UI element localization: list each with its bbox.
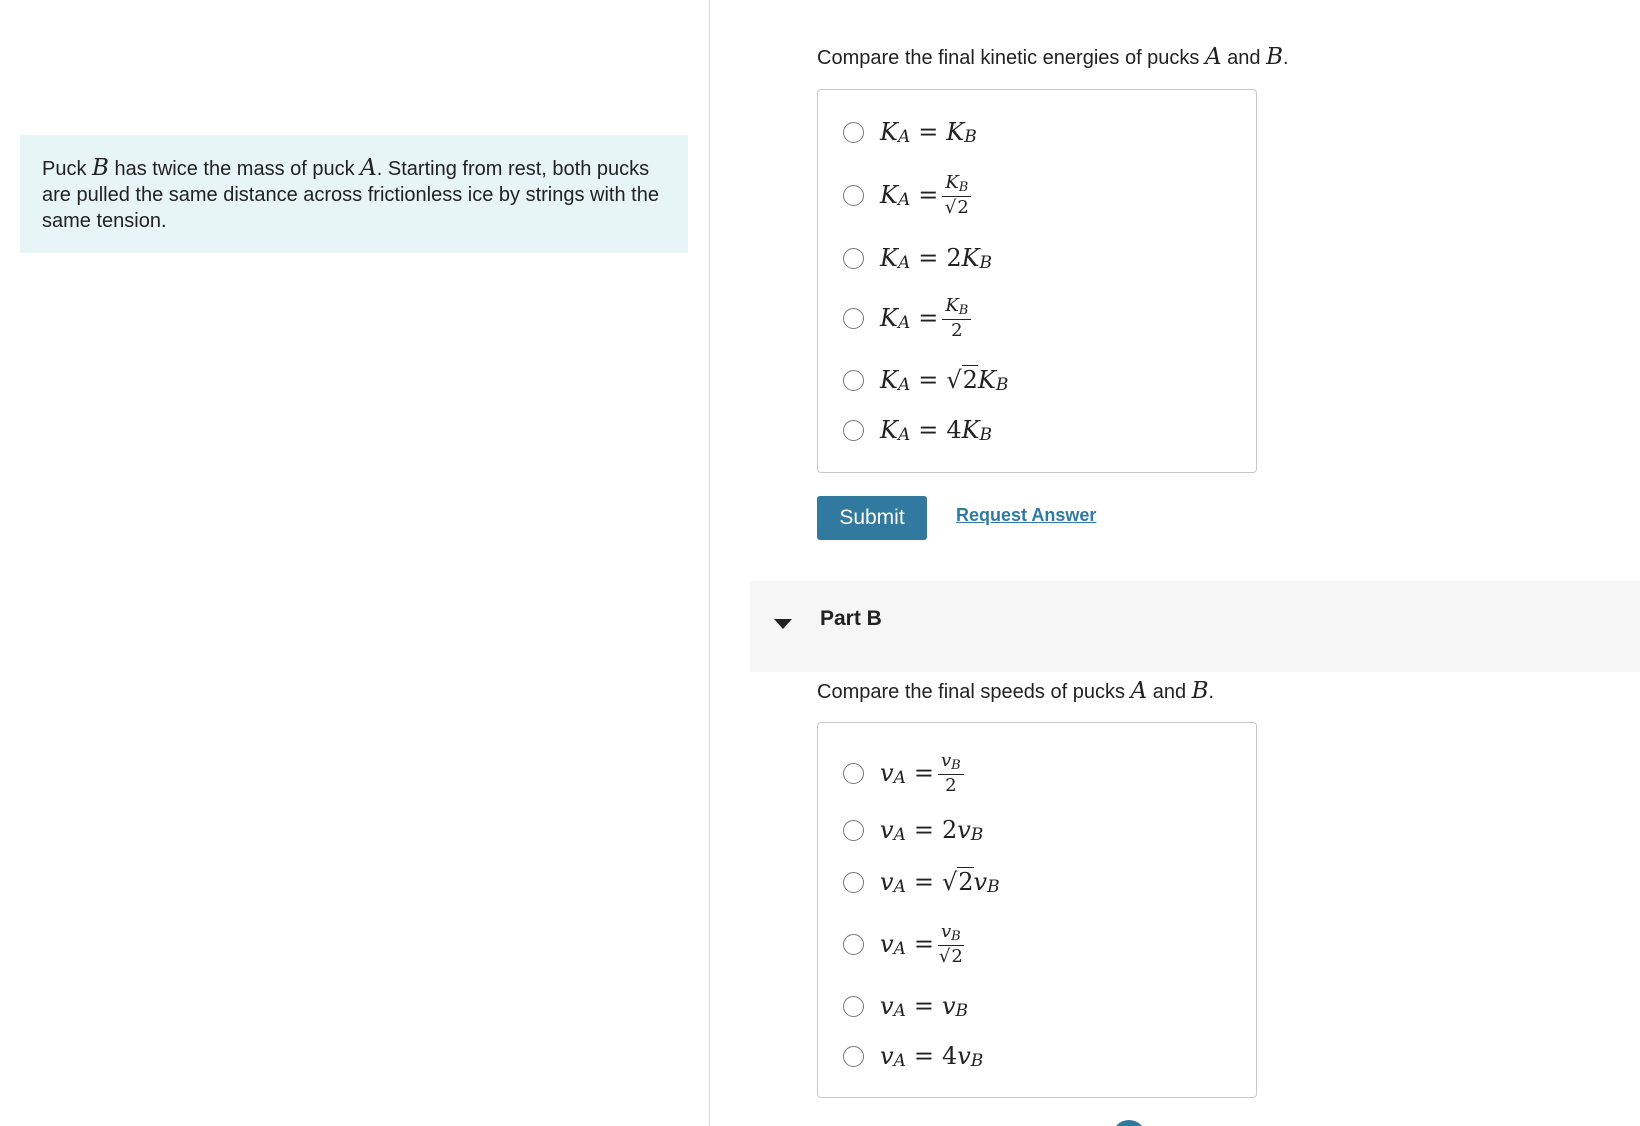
- intro-var-b: B: [92, 155, 109, 181]
- choice-formula: K $_A$ = 4 K $_B$: [880, 416, 993, 445]
- radio-button[interactable]: [843, 248, 864, 269]
- fraction: $\frac{K_B}{2}$: [942, 295, 971, 341]
- radio-button[interactable]: [843, 872, 864, 893]
- radio-button[interactable]: [843, 308, 864, 329]
- intro-text-3: . Starting from rest, both pucks are pulled the same distance across frictionless ice by strings with the same tension.: [42, 158, 659, 232]
- part-b-var-a: A: [1130, 678, 1148, 704]
- fraction: $\frac{K_B}{√2}$: [942, 172, 971, 218]
- part-b-question-text: Compare the final speeds of pucks: [817, 681, 1131, 703]
- submit-button[interactable]: Submit: [817, 496, 927, 540]
- choice-formula: v $_A$ = 2 v $_B$: [880, 816, 984, 845]
- part-b-choices: [817, 722, 1257, 1098]
- request-answer-link[interactable]: Request Answer: [956, 505, 1097, 525]
- radio-button[interactable]: [843, 934, 864, 955]
- part-b-and: and: [1147, 681, 1192, 703]
- part-a-and: and: [1221, 47, 1267, 69]
- question-pane: [710, 0, 1640, 1126]
- part-b-question: [817, 678, 1214, 704]
- choice-formula: v $_A$ = $\frac{v_B}{2}$: [880, 750, 964, 796]
- choice-formula: v $_A$ = v $_B$: [880, 992, 969, 1021]
- choice-formula: K $_A$ = K $_B$: [880, 118, 977, 147]
- radio-button[interactable]: [843, 185, 864, 206]
- choice-formula: v $_A$ = $\frac{v_B}{√2}$: [880, 921, 963, 967]
- intro-var-a: A: [360, 155, 377, 181]
- choice-formula: v $_A$ = 4 v $_B$: [880, 1042, 984, 1071]
- part-a-choices: [817, 89, 1257, 473]
- radio-button[interactable]: [843, 370, 864, 391]
- chevron-down-icon[interactable]: [774, 619, 792, 629]
- part-a-period: .: [1283, 47, 1289, 69]
- radio-button[interactable]: [843, 122, 864, 143]
- intro-text-1: Puck: [42, 158, 93, 180]
- choice-formula: K $_A$ = $\frac{K_B}{√2}$: [880, 172, 971, 218]
- fraction: $\frac{v_B}{√2}$: [938, 921, 963, 967]
- part-b-title: Part B: [820, 607, 882, 630]
- intro-text-2: has twice the mass of puck: [108, 158, 361, 180]
- choice-formula: K $_A$ = $\frac{K_B}{2}$: [880, 295, 971, 341]
- part-a-question-text: Compare the final kinetic energies of pucks: [817, 47, 1205, 69]
- choice-formula: K $_A$ = √2 K $_B$: [880, 366, 1009, 395]
- radio-button[interactable]: [843, 763, 864, 784]
- part-b-var-b: B: [1191, 678, 1209, 704]
- problem-intro: [20, 135, 688, 253]
- choice-formula: K $_A$ = 2 K $_B$: [880, 244, 993, 273]
- radio-button[interactable]: [843, 820, 864, 841]
- problem-pane: [0, 0, 710, 1126]
- part-b-header[interactable]: [750, 581, 1640, 672]
- radio-button[interactable]: [843, 1046, 864, 1067]
- part-a-var-b: B: [1266, 44, 1283, 70]
- part-b-period: .: [1208, 681, 1215, 703]
- radio-button[interactable]: [843, 996, 864, 1017]
- choice-formula: v $_A$ = √2 v $_B$: [880, 868, 1000, 897]
- part-a-question: [817, 44, 1289, 70]
- fraction: $\frac{v_B}{2}$: [938, 750, 964, 796]
- part-a-var-a: A: [1204, 44, 1222, 70]
- radio-button[interactable]: [843, 420, 864, 441]
